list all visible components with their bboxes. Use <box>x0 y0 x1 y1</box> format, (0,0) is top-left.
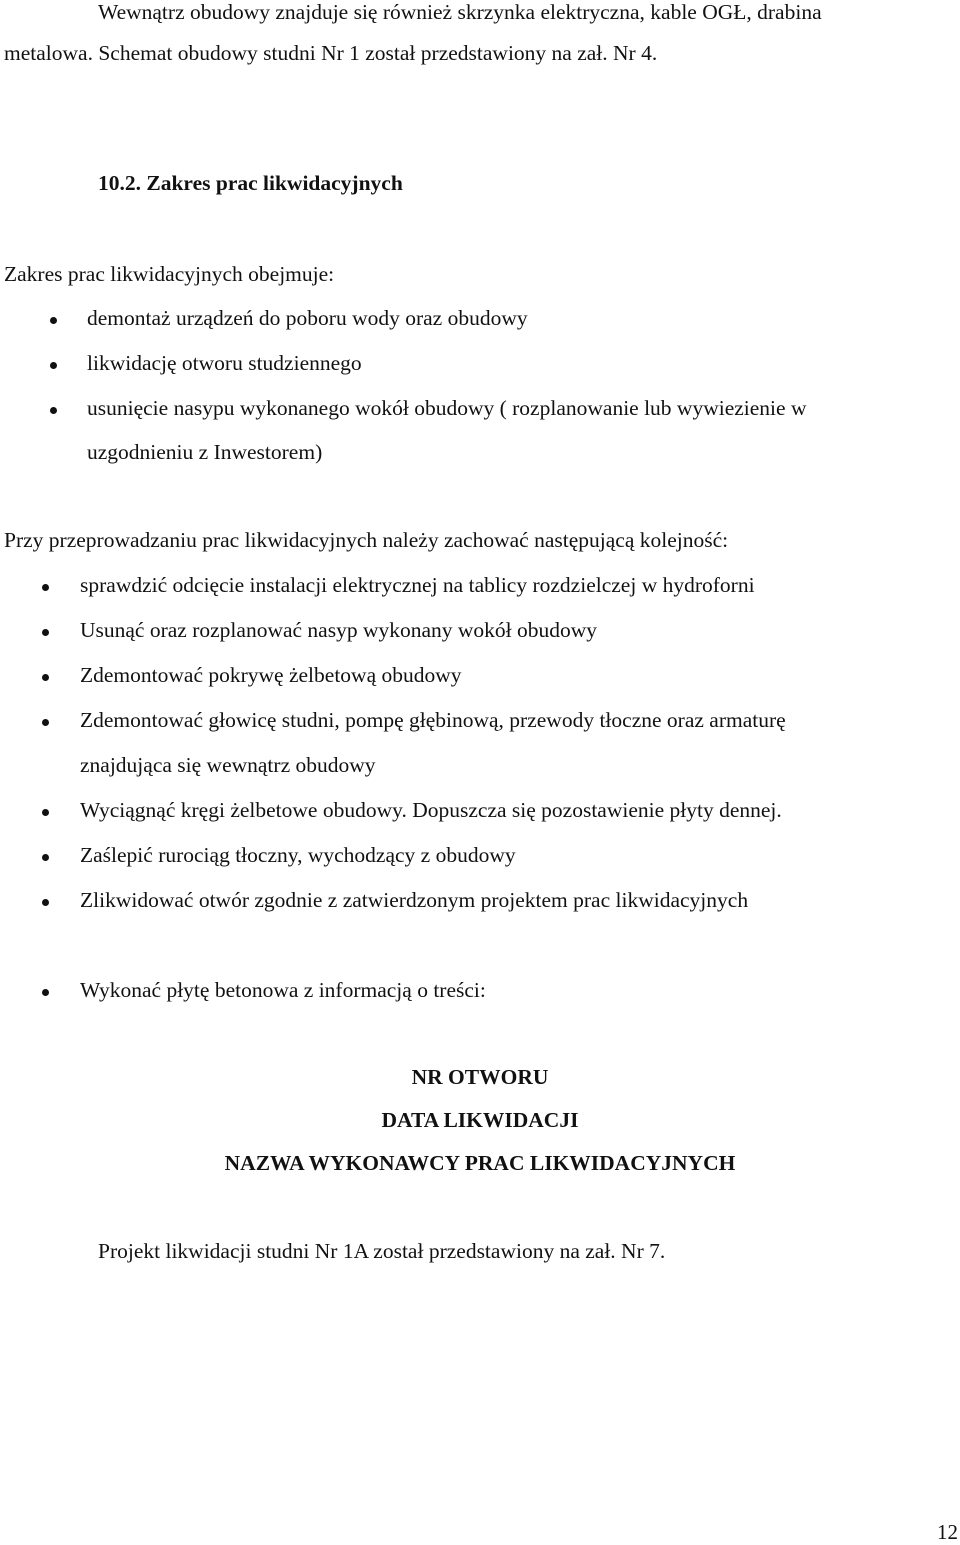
list-item-text: Wykonać płytę betonowa z informacją o treści: <box>80 978 486 1002</box>
list-item-text: Zdemontować pokrywę żelbetową obudowy <box>80 663 462 687</box>
page-number: 12 <box>937 1520 958 1544</box>
list-item-continuation: uzgodnieniu z Inwestorem) <box>87 440 323 464</box>
bullet-icon <box>42 899 49 906</box>
list-item-text: demontaż urządzeń do poboru wody oraz obudowy <box>87 306 528 330</box>
list-item-continuation: znajdująca się wewnątrz obudowy <box>80 753 376 777</box>
bullet-icon <box>50 317 57 324</box>
plate-line-number: NR OTWORU <box>411 1065 549 1089</box>
bullet-icon <box>42 719 49 726</box>
list-item-text: Zaślepić rurociąg tłoczny, wychodzący z obudowy <box>80 843 516 867</box>
bullet-icon <box>42 674 49 681</box>
bullet-icon <box>42 809 49 816</box>
intro-line-2: metalowa. Schemat obudowy studni Nr 1 został przedstawiony na zał. Nr 4. <box>4 41 658 65</box>
plate-line-date: DATA LIKWIDACJI <box>381 1108 579 1132</box>
bullet-icon <box>50 362 57 369</box>
list-item-text: sprawdzić odcięcie instalacji elektrycznej na tablicy rozdzielczej w hydroforni <box>80 573 755 597</box>
bullet-icon <box>42 629 49 636</box>
order-lead: Przy przeprowadzaniu prac likwidacyjnych należy zachować następującą kolejność: <box>4 528 729 552</box>
list-item-text: Usunąć oraz rozplanować nasyp wykonany wokół obudowy <box>80 618 598 642</box>
bullet-icon <box>42 854 49 861</box>
closing-paragraph: Projekt likwidacji studni Nr 1A został przedstawiony na zał. Nr 7. <box>98 1239 666 1263</box>
section-heading: 10.2. Zakres prac likwidacyjnych <box>98 171 403 195</box>
bullet-icon <box>42 989 49 996</box>
list-item-text: Zdemontować głowicę studni, pompę głębinową, przewody tłoczne oraz armaturę <box>80 708 786 732</box>
list-item-text: usunięcie nasypu wykonanego wokół obudowy ( rozplanowanie lub wywiezienie w <box>87 396 807 420</box>
plate-line-contractor: NAZWA WYKONAWCY PRAC LIKWIDACYJNYCH <box>224 1151 736 1175</box>
intro-line-1: Wewnątrz obudowy znajduje się również skrzynka elektryczna, kable OGŁ, drabina <box>98 0 822 24</box>
scope-lead: Zakres prac likwidacyjnych obejmuje: <box>4 262 335 286</box>
list-item-text: Zlikwidować otwór zgodnie z zatwierdzonym projektem prac likwidacyjnych <box>80 888 749 912</box>
list-item-text: likwidację otworu studziennego <box>87 351 362 375</box>
bullet-icon <box>42 584 49 591</box>
bullet-icon <box>50 407 57 414</box>
list-item-text: Wyciągnąć kręgi żelbetowe obudowy. Dopuszcza się pozostawienie płyty dennej. <box>80 798 782 822</box>
